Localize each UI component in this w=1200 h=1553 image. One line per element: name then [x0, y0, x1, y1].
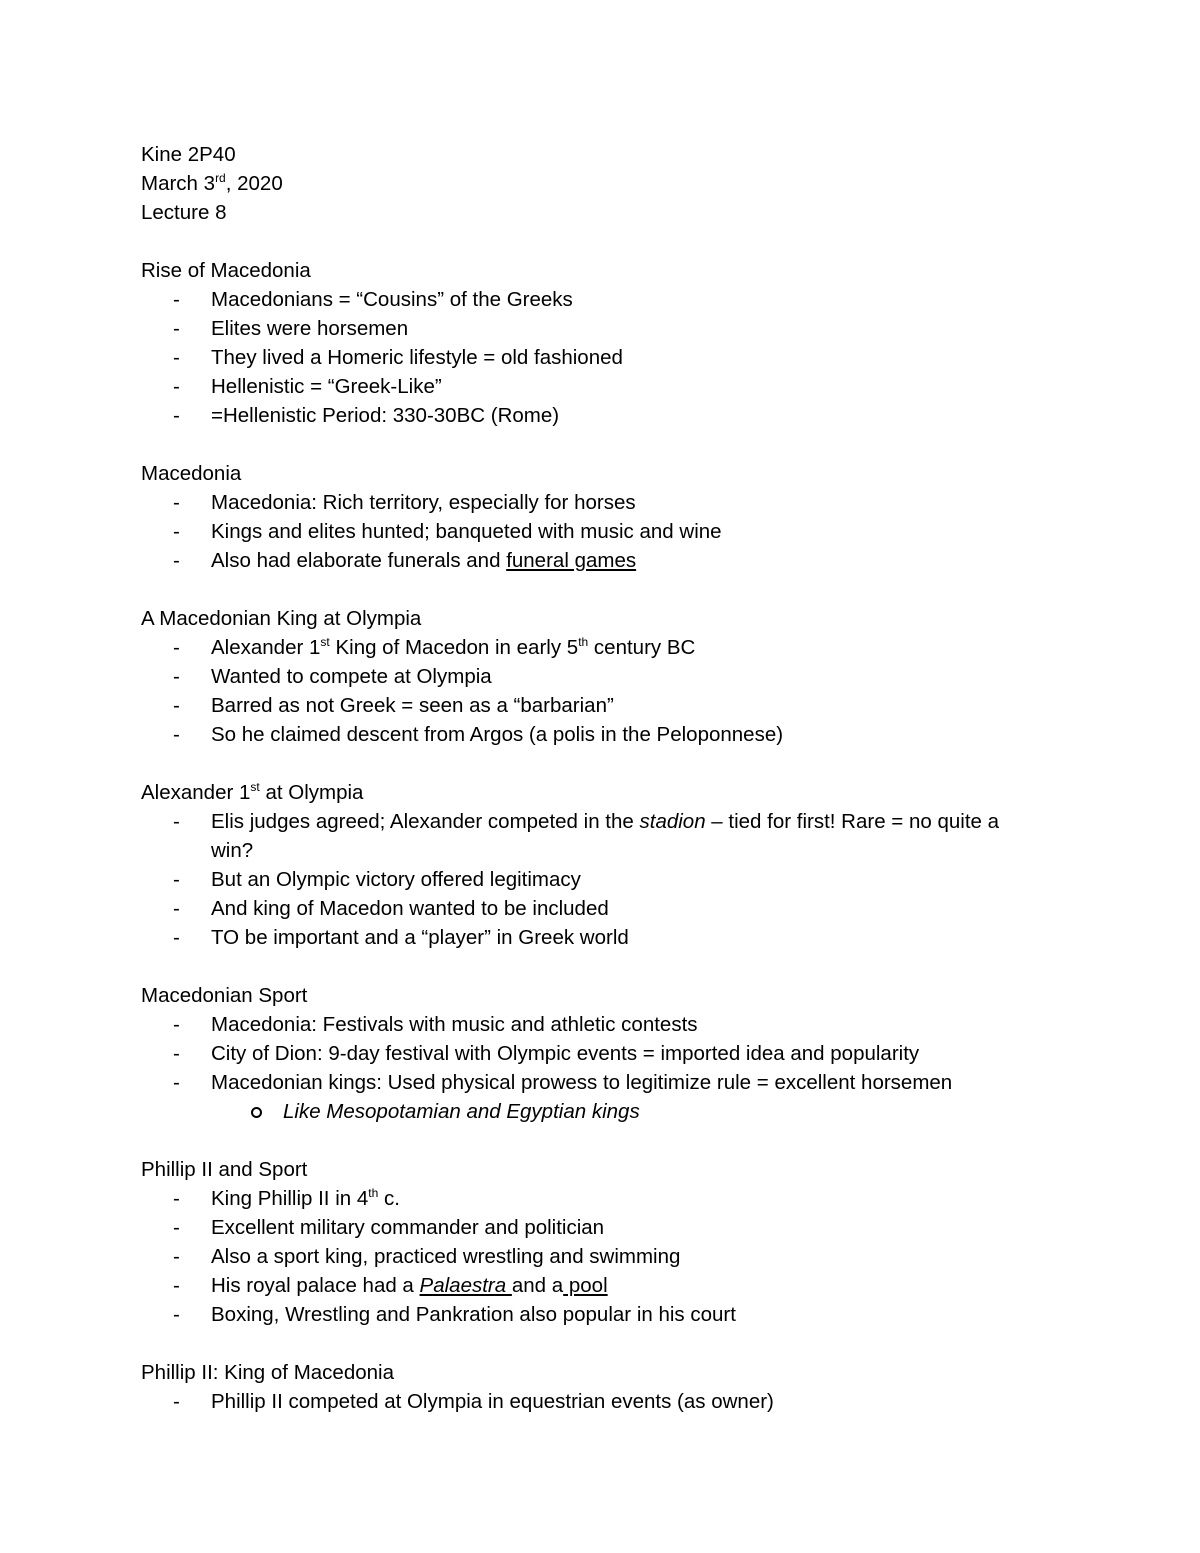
list-item: - TO be important and a “player” in Greek world: [173, 926, 629, 949]
section-heading: Alexander 1st at Olympia: [141, 780, 364, 804]
list-item: - Macedonians = “Cousins” of the Greeks: [173, 288, 573, 311]
bullet-list: [141, 807, 1061, 952]
section-heading: Macedonia: [141, 462, 242, 485]
section-heading: A Macedonian King at Olympia: [141, 607, 422, 630]
bullet-list: [141, 633, 1061, 749]
list-item: - Also had elaborate funerals and funeral games: [173, 549, 637, 572]
list-item: - His royal palace had a Palaestra and a pool: [173, 1274, 608, 1297]
section-heading: Phillip II: King of Macedonia: [141, 1361, 394, 1384]
list-item: - City of Dion: 9-day festival with Olympic events = imported idea and popularity: [173, 1042, 920, 1065]
list-item: - =Hellenistic Period: 330-30BC (Rome): [173, 404, 560, 427]
list-item: - Barred as not Greek = seen as a “barbarian”: [173, 694, 614, 717]
list-item: - Hellenistic = “Greek-Like”: [173, 375, 442, 398]
document-page: [141, 140, 1061, 1416]
list-item: - But an Olympic victory offered legitimacy: [173, 868, 581, 891]
bullet-list: [141, 488, 1061, 575]
list-item: - Boxing, Wrestling and Pankration also popular in his court: [173, 1303, 736, 1326]
bullet-list: [141, 1387, 1061, 1416]
section-heading: Macedonian Sport: [141, 984, 308, 1007]
list-item: - Wanted to compete at Olympia: [173, 665, 492, 688]
list-item: - They lived a Homeric lifestyle = old fashioned: [173, 346, 623, 369]
section-heading: Phillip II and Sport: [141, 1158, 308, 1181]
list-item: - King Phillip II in 4th c.: [173, 1186, 400, 1210]
list-item: - Phillip II competed at Olympia in equestrian events (as owner): [173, 1390, 774, 1413]
list-item: - Also a sport king, practiced wrestling and swimming: [173, 1245, 681, 1268]
bullet-list: [141, 1010, 1061, 1126]
section-heading: Rise of Macedonia: [141, 259, 311, 282]
list-item: - Macedonian kings: Used physical prowess to legitimize rule = excellent horsemen: [173, 1071, 953, 1094]
lecture-number: Lecture 8: [141, 201, 227, 224]
list-item: - Macedonia: Rich territory, especially for horses: [173, 491, 636, 514]
list-item: - Elis judges agreed; Alexander competed in the stadion – tied for first! Rare = no quite a win?: [173, 810, 1000, 862]
circle-bullet-icon: [251, 1107, 262, 1118]
list-item: - Alexander 1st King of Macedon in early 5th century BC: [173, 635, 696, 659]
list-item: - Excellent military commander and politician: [173, 1216, 605, 1239]
bullet-list: [141, 1184, 1061, 1329]
list-item: - And king of Macedon wanted to be included: [173, 897, 609, 920]
bullet-list: [141, 285, 1061, 430]
list-item: - Kings and elites hunted; banqueted with music and wine: [173, 520, 722, 543]
list-item: - So he claimed descent from Argos (a polis in the Peloponnese): [173, 723, 784, 746]
course-code: Kine 2P40: [141, 143, 236, 166]
list-item: - Elites were horsemen: [173, 317, 409, 340]
sub-list-item: Like Mesopotamian and Egyptian kings: [141, 1097, 1061, 1126]
lecture-date: March 3rd, 2020: [141, 171, 283, 195]
list-item: - Macedonia: Festivals with music and athletic contests: [173, 1013, 698, 1036]
